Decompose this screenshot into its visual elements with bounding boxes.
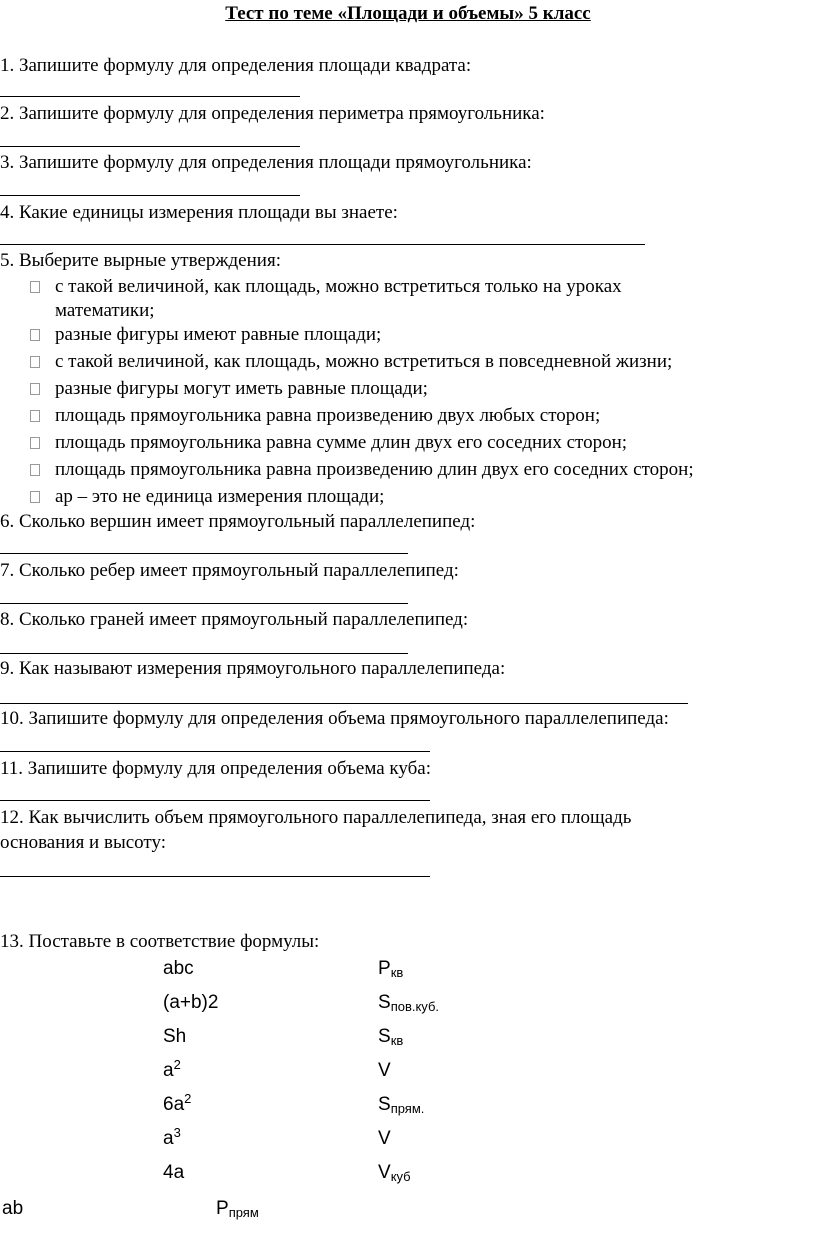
question-2: 2. Запишите формулу для определения периметра прямоугольника: (0, 103, 545, 124)
question-5: 5. Выберите вырные утверждения: (0, 250, 281, 271)
option-2: разные фигуры имеют равные площади; (55, 324, 382, 345)
answer-line-6 (0, 553, 408, 554)
checkbox-icon[interactable] (30, 356, 40, 368)
symbol-item: $P_{прям}$ (216, 1198, 259, 1220)
symbol-item: $S_{прям.}$ (378, 1094, 425, 1116)
option-1-continued: математики; (55, 300, 155, 321)
symbol-item: V (378, 1128, 391, 1149)
symbol-item: V (378, 1060, 391, 1081)
option-5: площадь прямоугольника равна произведению двух любых сторон; (55, 405, 601, 426)
formula-item: Sh (163, 1026, 187, 1047)
checkbox-icon[interactable] (30, 410, 40, 422)
option-4: разные фигуры могут иметь равные площади; (55, 378, 428, 399)
question-12: 12. Как вычислить объем прямоугольного параллелепипеда, зная его площадь (0, 807, 632, 828)
formula-item: $6a^2$ (163, 1091, 192, 1115)
option-1: с такой величиной, как площадь, можно встретиться только на уроках (55, 276, 622, 297)
symbol-item: $P_{кв}$ (378, 958, 404, 980)
option-8: ар – это не единица измерения площади; (55, 486, 385, 507)
checkbox-icon[interactable] (30, 437, 40, 449)
question-1: 1. Запишите формулу для определения площади квадрата: (0, 55, 472, 76)
symbol-item: $V_{куб}$ (378, 1162, 411, 1184)
answer-line-1 (0, 96, 300, 97)
question-3: 3. Запишите формулу для определения площади прямоугольника: (0, 152, 532, 173)
question-10: 10. Запишите формулу для определения объема прямоугольного параллелепипеда: (0, 708, 669, 729)
formula-item: ab (2, 1198, 24, 1219)
formula-item: (a+b)2 (163, 992, 219, 1013)
checkbox-icon[interactable] (30, 491, 40, 503)
symbol-item: $S_{пов.куб.}$ (378, 992, 440, 1014)
option-6: площадь прямоугольника равна сумме длин двух его соседних сторон; (55, 432, 628, 453)
answer-line-9 (0, 703, 688, 704)
question-7: 7. Сколько ребер имеет прямоугольный параллелепипед: (0, 560, 459, 581)
question-13: 13. Поставьте в соответствие формулы: (0, 931, 320, 952)
option-3: с такой величиной, как площадь, можно встретиться в повседневной жизни; (55, 351, 673, 372)
question-9: 9. Как называют измерения прямоугольного параллелепипеда: (0, 658, 506, 679)
answer-line-7 (0, 603, 408, 604)
question-8: 8. Сколько граней имеет прямоугольный параллелепипед: (0, 609, 469, 630)
answer-line-10 (0, 751, 430, 752)
formula-item: $a^2$ (163, 1057, 181, 1081)
question-4: 4. Какие единицы измерения площади вы знаете: (0, 202, 398, 223)
answer-line-3 (0, 195, 300, 196)
document-title: Тест по теме «Площади и объемы» 5 класс (225, 3, 591, 24)
question-11: 11. Запишите формулу для определения объема куба: (0, 758, 432, 779)
answer-line-4 (0, 244, 645, 245)
checkbox-icon[interactable] (30, 329, 40, 341)
question-6: 6. Сколько вершин имеет прямоугольный параллелепипед: (0, 511, 476, 532)
checkbox-icon[interactable] (30, 281, 40, 293)
answer-line-2 (0, 146, 300, 147)
option-7: площадь прямоугольника равна произведению длин двух его соседних сторон; (55, 459, 694, 480)
answer-line-8 (0, 653, 408, 654)
formula-item: 4a (163, 1162, 185, 1183)
symbol-item: $S_{кв}$ (378, 1026, 404, 1048)
formula-item: $a^3$ (163, 1125, 181, 1149)
answer-line-11 (0, 800, 430, 801)
answer-line-12 (0, 876, 430, 877)
checkbox-icon[interactable] (30, 383, 40, 395)
question-12-continued: основания и высоту: (0, 832, 166, 853)
checkbox-icon[interactable] (30, 464, 40, 476)
formula-item: abc (163, 958, 194, 979)
